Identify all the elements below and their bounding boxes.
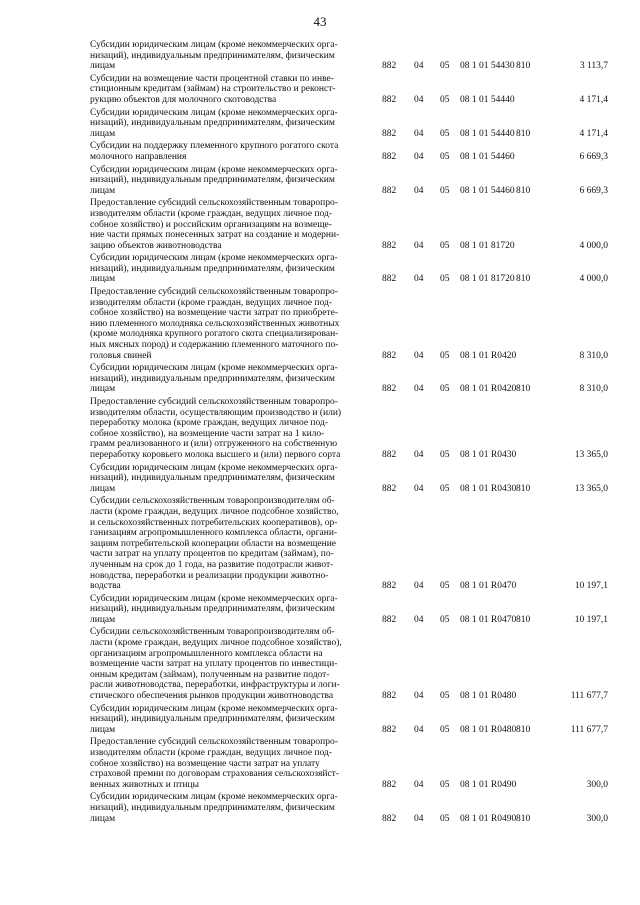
description-line: и сельскохозяйственных потребительских кооперативов), ор- (90, 517, 338, 528)
table-row (90, 397, 610, 461)
description-line: расли животноводства, переработки, инфраструктуры и логи- (90, 680, 340, 691)
description-line: собное хозяйство) на возмещение части затрат на уплату (90, 758, 320, 769)
subsection-code: 05 (440, 483, 450, 494)
row-codes (382, 186, 610, 197)
description-line: лицам (90, 384, 116, 395)
description-line: Субсидии на возмещение части процентной ставки по инве- (90, 73, 334, 84)
table-row (90, 594, 610, 626)
expense-type-code: 810 (516, 724, 531, 735)
target-article-code: 08 1 01 54430 (460, 61, 515, 72)
department-code: 882 (382, 61, 397, 72)
row-codes (382, 351, 610, 362)
row-codes (382, 615, 610, 626)
row-description (90, 198, 380, 251)
section-code: 04 (414, 384, 424, 395)
row-description (90, 594, 380, 626)
description-line: лицам (90, 614, 116, 625)
department-code: 882 (382, 384, 397, 395)
row-description (90, 165, 380, 197)
amount: 8 310,0 (579, 384, 608, 395)
description-line: переработку коровьего молока высшего и (или) первого сорта (90, 449, 341, 460)
section-code: 04 (414, 724, 424, 735)
row-codes (382, 725, 610, 736)
description-line: Субсидии юридическим лицам (кроме некоммерческих орга- (90, 40, 338, 50)
description-line: Предоставление субсидий сельскохозяйственным товаропро- (90, 397, 338, 407)
description-line: ных мясных пород) и содержанию племенного маточного по- (90, 340, 339, 351)
description-line: головья свиней (90, 350, 152, 361)
expense-type-code: 810 (516, 614, 531, 625)
description-line: лицам (90, 61, 116, 72)
description-line: Субсидии сельскохозяйственным товаропроизводителям об- (90, 627, 335, 638)
description-line: ласти (кроме граждан, ведущих личное подсобное хозяйство), (90, 638, 342, 649)
description-line: лицам (90, 274, 116, 285)
section-code: 04 (414, 185, 424, 196)
amount: 111 677,7 (570, 691, 608, 702)
target-article-code: 08 1 01 54440 (460, 128, 515, 139)
subsection-code: 05 (440, 779, 450, 790)
description-line: ние части прямых понесенных затрат на создание и модерни- (90, 230, 340, 241)
subsection-code: 05 (440, 61, 450, 72)
description-line: низаций), индивидуальным предпринимателям, физическим (90, 263, 335, 274)
description-line: Субсидии юридическим лицам (кроме некоммерческих орга- (90, 253, 338, 264)
expense-type-code: 810 (516, 483, 531, 494)
table-row (90, 165, 610, 197)
description-line: венных животных и птицы (90, 779, 200, 790)
subsection-code: 05 (440, 813, 450, 824)
description-line: Субсидии юридическим лицам (кроме некоммерческих орга- (90, 164, 338, 175)
description-line: низаций), индивидуальным предпринимателям, физическим (90, 473, 335, 484)
subsection-code: 05 (440, 128, 450, 139)
description-line: Предоставление субсидий сельскохозяйственным товаропро- (90, 737, 338, 748)
description-line: собное хозяйство), на возмещение части затрат на 1 кило- (90, 428, 325, 439)
expense-type-code: 810 (516, 185, 531, 196)
row-description (90, 108, 380, 140)
row-codes (382, 241, 610, 252)
row-description (90, 737, 380, 790)
section-code: 04 (414, 813, 424, 824)
description-line: (кроме молодняка крупного рогатого скота специализирован- (90, 329, 339, 340)
section-code: 04 (414, 151, 424, 162)
department-code: 882 (382, 128, 397, 139)
row-description (90, 463, 380, 495)
section-code: 04 (414, 581, 424, 592)
description-line: переработку молока (кроме граждан, ведущих личное под- (90, 418, 328, 429)
row-codes (382, 274, 610, 285)
amount: 300,0 (586, 779, 608, 790)
amount: 6 669,3 (579, 185, 608, 196)
section-code: 04 (414, 350, 424, 361)
table-row (90, 627, 610, 701)
row-description (90, 496, 380, 591)
amount: 3 113,7 (579, 61, 608, 72)
row-codes (382, 95, 610, 106)
row-description (90, 74, 380, 106)
description-line: собное хозяйство) и российским организациям на возмеще- (90, 219, 332, 230)
target-article-code: 08 1 01 R0470 (460, 581, 517, 592)
amount: 4 171,4 (579, 128, 608, 139)
target-article-code: 08 1 01 54460 (460, 151, 515, 162)
table-row (90, 363, 610, 395)
description-line: зацию объектов животноводства (90, 240, 222, 251)
table-row (90, 253, 610, 285)
target-article-code: 08 1 01 R0420 (460, 350, 517, 361)
department-code: 882 (382, 581, 397, 592)
row-description (90, 792, 380, 824)
table-row (90, 737, 610, 790)
row-codes (382, 152, 610, 163)
description-line: Субсидии юридическим лицам (кроме некоммерческих орга- (90, 363, 338, 374)
amount: 10 197,1 (574, 614, 608, 625)
amount: 6 669,3 (579, 151, 608, 162)
department-code: 882 (382, 614, 397, 625)
description-line: низаций), индивидуальным предпринимателям, физическим (90, 373, 335, 384)
description-line: низаций), индивидуальным предпринимателям, физическим (90, 604, 335, 615)
row-codes (382, 484, 610, 495)
target-article-code: 08 1 01 R0420 (460, 384, 517, 395)
description-line: стического обеспечения рынков продукции животноводства (90, 691, 334, 702)
amount: 13 365,0 (574, 483, 608, 494)
amount: 4 000,0 (579, 240, 608, 251)
table-row (90, 792, 610, 824)
subsection-code: 05 (440, 614, 450, 625)
table-row (90, 40, 610, 72)
section-code: 04 (414, 614, 424, 625)
target-article-code: 08 1 01 R0470 (460, 614, 517, 625)
row-codes (382, 129, 610, 140)
description-line: грамм реализованного и (или) отгруженного на собственную (90, 439, 338, 450)
table-row (90, 198, 610, 251)
section-code: 04 (414, 274, 424, 285)
row-description (90, 287, 380, 361)
subsection-code: 05 (440, 350, 450, 361)
subsection-code: 05 (440, 581, 450, 592)
description-line: низаций), индивидуальным предпринимателям, физическим (90, 50, 335, 61)
department-code: 882 (382, 449, 397, 460)
description-line: ласти (кроме граждан, ведущих личное подсобное хозяйство, (90, 506, 339, 517)
department-code: 882 (382, 240, 397, 251)
row-codes (382, 581, 610, 592)
description-line: рукцию объектов для молочного скотоводства (90, 94, 277, 105)
row-description (90, 141, 380, 162)
description-line: стиционным кредитам (займам) на строительство и реконст- (90, 84, 336, 95)
expense-type-code: 810 (516, 384, 531, 395)
amount: 300,0 (586, 813, 608, 824)
row-description (90, 704, 380, 736)
description-line: изводителям области, осуществляющим производство и (или) (90, 407, 342, 418)
subsection-code: 05 (440, 151, 450, 162)
description-line: изводителям области (кроме граждан, ведущих личное под- (90, 208, 332, 219)
table-row (90, 74, 610, 106)
description-line: новодства, переработки и реализации продукции животно- (90, 570, 329, 581)
department-code: 882 (382, 724, 397, 735)
row-codes (382, 450, 610, 461)
table-row (90, 496, 610, 591)
description-line: Субсидии на поддержку племенного крупного рогатого скота (90, 141, 339, 152)
row-codes (382, 780, 610, 791)
description-line: нию племенного молодняка сельскохозяйственных животных (90, 318, 340, 329)
subsection-code: 05 (440, 274, 450, 285)
amount: 4 000,0 (579, 274, 608, 285)
budget-table (90, 40, 610, 826)
row-description (90, 397, 380, 461)
subsection-code: 05 (440, 240, 450, 251)
department-code: 882 (382, 691, 397, 702)
section-code: 04 (414, 779, 424, 790)
description-line: изводителям области (кроме граждан, ведущих личное под- (90, 297, 332, 308)
department-code: 882 (382, 151, 397, 162)
description-line: зациям потребительской кооперации области на возмещение (90, 538, 337, 549)
description-line: низаций), индивидуальным предпринимателям, физическим (90, 802, 335, 813)
description-line: низаций), индивидуальным предпринимателям, физическим (90, 118, 335, 129)
expense-type-code: 810 (516, 274, 531, 285)
subsection-code: 05 (440, 724, 450, 735)
description-line: молочного направления (90, 151, 187, 162)
department-code: 882 (382, 813, 397, 824)
section-code: 04 (414, 449, 424, 460)
description-line: Субсидии юридическим лицам (кроме некоммерческих орга- (90, 792, 338, 803)
row-codes (382, 691, 610, 702)
table-row (90, 704, 610, 736)
description-line: лицам (90, 813, 116, 824)
table-row (90, 463, 610, 495)
amount: 4 171,4 (579, 94, 608, 105)
table-row (90, 287, 610, 361)
description-line: водства (90, 581, 121, 592)
row-description (90, 363, 380, 395)
description-line: низаций), индивидуальным предпринимателям, физическим (90, 175, 335, 186)
target-article-code: 08 1 01 54440 (460, 94, 515, 105)
description-line: страховой премии по договорам страхования сельскохозяйст- (90, 769, 339, 780)
expense-type-code: 810 (516, 61, 531, 72)
section-code: 04 (414, 240, 424, 251)
department-code: 882 (382, 350, 397, 361)
subsection-code: 05 (440, 185, 450, 196)
department-code: 882 (382, 185, 397, 196)
description-line: собное хозяйство) на возмещение части затрат по приобрете- (90, 308, 339, 319)
target-article-code: 08 1 01 R0480 (460, 724, 517, 735)
description-line: лицам (90, 128, 116, 139)
description-line: Предоставление субсидий сельскохозяйственным товаропро- (90, 198, 338, 209)
row-description (90, 627, 380, 701)
amount: 111 677,7 (570, 724, 608, 735)
department-code: 882 (382, 274, 397, 285)
row-description (90, 253, 380, 285)
description-line: лицам (90, 185, 116, 196)
description-line: Предоставление субсидий сельскохозяйственным товаропро- (90, 287, 338, 298)
target-article-code: 08 1 01 R0490 (460, 779, 517, 790)
description-line: лицам (90, 724, 116, 735)
subsection-code: 05 (440, 449, 450, 460)
description-line: Субсидии юридическим лицам (кроме некоммерческих орга- (90, 107, 338, 118)
amount: 10 197,1 (574, 581, 608, 592)
description-line: онным кредитам (займам), полученным на развитие подот- (90, 669, 330, 680)
section-code: 04 (414, 61, 424, 72)
section-code: 04 (414, 128, 424, 139)
table-row (90, 108, 610, 140)
description-line: Субсидии сельскохозяйственным товаропроизводителям об- (90, 496, 335, 507)
target-article-code: 08 1 01 R0490 (460, 813, 517, 824)
page-number: 43 (313, 14, 327, 29)
description-line: части затрат на уплату процентов по кредитам (займам), по- (90, 549, 334, 560)
description-line: ганизациям агропромышленного комплекса области, органи- (90, 528, 338, 539)
amount: 8 310,0 (579, 350, 608, 361)
expense-type-code: 810 (516, 128, 531, 139)
description-line: Субсидии юридическим лицам (кроме некоммерческих орга- (90, 703, 338, 714)
subsection-code: 05 (440, 691, 450, 702)
department-code: 882 (382, 483, 397, 494)
row-codes (382, 814, 610, 825)
department-code: 882 (382, 94, 397, 105)
expense-type-code: 810 (516, 813, 531, 824)
target-article-code: 08 1 01 81720 (460, 240, 515, 251)
description-line: возмещение части затрат на уплату процентов по инвестици- (90, 659, 338, 670)
section-code: 04 (414, 483, 424, 494)
description-line: Субсидии юридическим лицам (кроме некоммерческих орга- (90, 462, 338, 473)
description-line: низаций), индивидуальным предпринимателям, физическим (90, 714, 335, 725)
target-article-code: 08 1 01 R0430 (460, 483, 517, 494)
row-description (90, 40, 380, 72)
row-codes (382, 61, 610, 72)
target-article-code: 08 1 01 R0430 (460, 449, 517, 460)
target-article-code: 08 1 01 R0480 (460, 691, 517, 702)
description-line: изводителям области (кроме граждан, ведущих личное под- (90, 748, 332, 758)
subsection-code: 05 (440, 94, 450, 105)
description-line: лицам (90, 483, 116, 494)
target-article-code: 08 1 01 81720 (460, 274, 515, 285)
section-code: 04 (414, 94, 424, 105)
subsection-code: 05 (440, 384, 450, 395)
table-row (90, 141, 610, 162)
target-article-code: 08 1 01 54460 (460, 185, 515, 196)
department-code: 882 (382, 779, 397, 790)
row-codes (382, 384, 610, 395)
amount: 13 365,0 (574, 449, 608, 460)
description-line: организациям агропромышленного комплекса области на (90, 648, 323, 659)
description-line: Субсидии юридическим лицам (кроме некоммерческих орга- (90, 593, 338, 604)
description-line: лученным на срок до 1 года, на развитие подотрасли живот- (90, 559, 334, 570)
section-code: 04 (414, 691, 424, 702)
